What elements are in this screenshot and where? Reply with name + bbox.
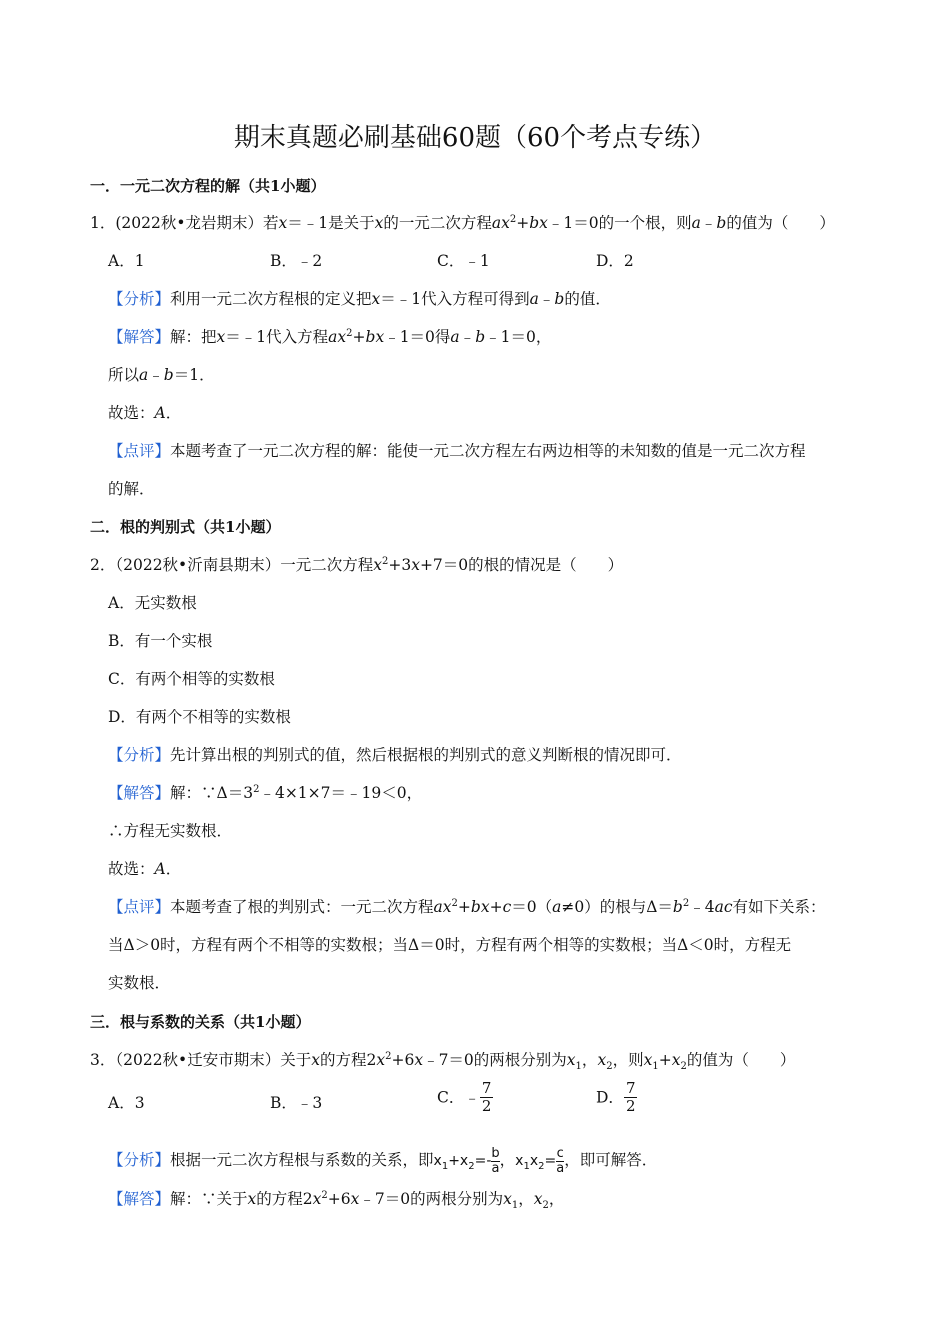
q1-comment-line2: 的解． [108, 480, 155, 498]
q2-choice: 故选：A． [108, 860, 182, 878]
q2-answer: 【解答】解：$\because\Delta=3^2﹣4\times 1\times 7=﹣19<0$， [108, 784, 423, 802]
fraction-seven-halves: $\frac{7}{2}$ [481, 1079, 492, 1115]
q3-option-c: C．﹣ $\frac{7}{2}$ [437, 1079, 492, 1115]
q2-comment-line2: 当Δ＞0时，方程有两个不相等的实数根；当Δ＝0时，方程有两个相等的实数根；当Δ＜0时，方程无 [108, 936, 792, 954]
fraction-b-over-a: $\frac{b}{a}$ [491, 1145, 500, 1176]
q2-comment: 【点评】本题考查了根的判别式：一元二次方程$ax^2+bx+c=0(a\ne 0)$的根与$\Delta=b^2﹣4ac$有如下关系： [108, 898, 826, 916]
q1-option-d: D．2 [596, 252, 634, 270]
q2-option-a: A．无实数根 [108, 594, 197, 612]
q2-option-c: C．有两个相等的实数根 [108, 670, 275, 688]
q1-comment: 【点评】本题考查了一元二次方程的解：能使一元二次方程左右两边相等的未知数的值是一元二次方程 [108, 442, 806, 460]
q1-option-b: B．﹣2 [270, 252, 323, 270]
fraction-c-over-a: $\frac{c}{a}$ [556, 1145, 565, 1176]
q3-analysis: 【分析】根据一元二次方程根与系数的关系，即$x_1+x_2=-$ $\frac{b}{a}$ ，$x_1x_2=$ $\frac{c}{a}$ ，即可解答． [108, 1145, 658, 1176]
q1-analysis: 【分析】利用一元二次方程根的定义把x＝﹣1代入方程可得到a﹣b的值． [108, 290, 611, 308]
answer-tag: 【解答】 [108, 328, 171, 346]
q2-comment-line3: 实数根． [108, 974, 171, 992]
q1-answer-line2: 所以a﹣b＝1． [108, 366, 215, 384]
page-title: 期末真题必刷基础60题（60个考点专练） [233, 123, 717, 153]
section-heading-2: 二．根的判别式（共1小题） [90, 518, 281, 536]
section-heading-1: 一．一元二次方程的解（共1小题） [90, 177, 326, 195]
q3-answer: 【解答】解：∵关于x的方程$2x^2+6x﹣7=0$的两根分别为$x_1$，$x_2$， [108, 1190, 565, 1211]
q1-answer: 【解答】解：把x＝﹣1代入方程$ax^2+bx﹣1=0$得a﹣b﹣1＝0， [108, 328, 552, 346]
q2-option-d: D．有两个不相等的实数根 [108, 708, 291, 726]
q3-option-a: A．3 [108, 1094, 145, 1112]
section-heading-3: 三．根与系数的关系（共1小题） [90, 1013, 311, 1031]
q3-option-d: D． $\frac{7}{2}$ [596, 1079, 636, 1115]
q2-option-b: B．有一个实根 [108, 632, 213, 650]
q1-option-a: A．1 [108, 252, 145, 270]
comment-tag: 【点评】 [108, 442, 171, 460]
q1-choice: 故选：A． [108, 404, 182, 422]
q2-analysis: 【分析】先计算出根的判别式的值，然后根据根的判别式的意义判断根的情况即可． [108, 746, 682, 764]
q3-option-b: B．﹣3 [270, 1094, 323, 1112]
question-2-stem: 2．（2022秋•沂南县期末）一元二次方程$x^2+3x+7=0$的根的情况是（ ） [90, 556, 624, 574]
analysis-tag: 【分析】 [108, 290, 171, 308]
fraction-seven-halves: $\frac{7}{2}$ [625, 1079, 636, 1115]
q2-answer-line2: ∴方程无实数根． [108, 822, 233, 840]
question-3-stem: 3．（2022秋•迁安市期末）关于x的方程$2x^2+6x﹣7=0$的两根分别为$x_1$，$x_2$，则$x_1+x_2$的值为（ ） [90, 1051, 796, 1072]
question-1-stem: 1．(2022秋•龙岩期末）若x＝﹣1是关于x的一元二次方程$ax^2+bx﹣1=0$的一个根，则a﹣b的值为（ ） [90, 214, 835, 232]
q1-option-c: C．﹣1 [437, 252, 490, 270]
